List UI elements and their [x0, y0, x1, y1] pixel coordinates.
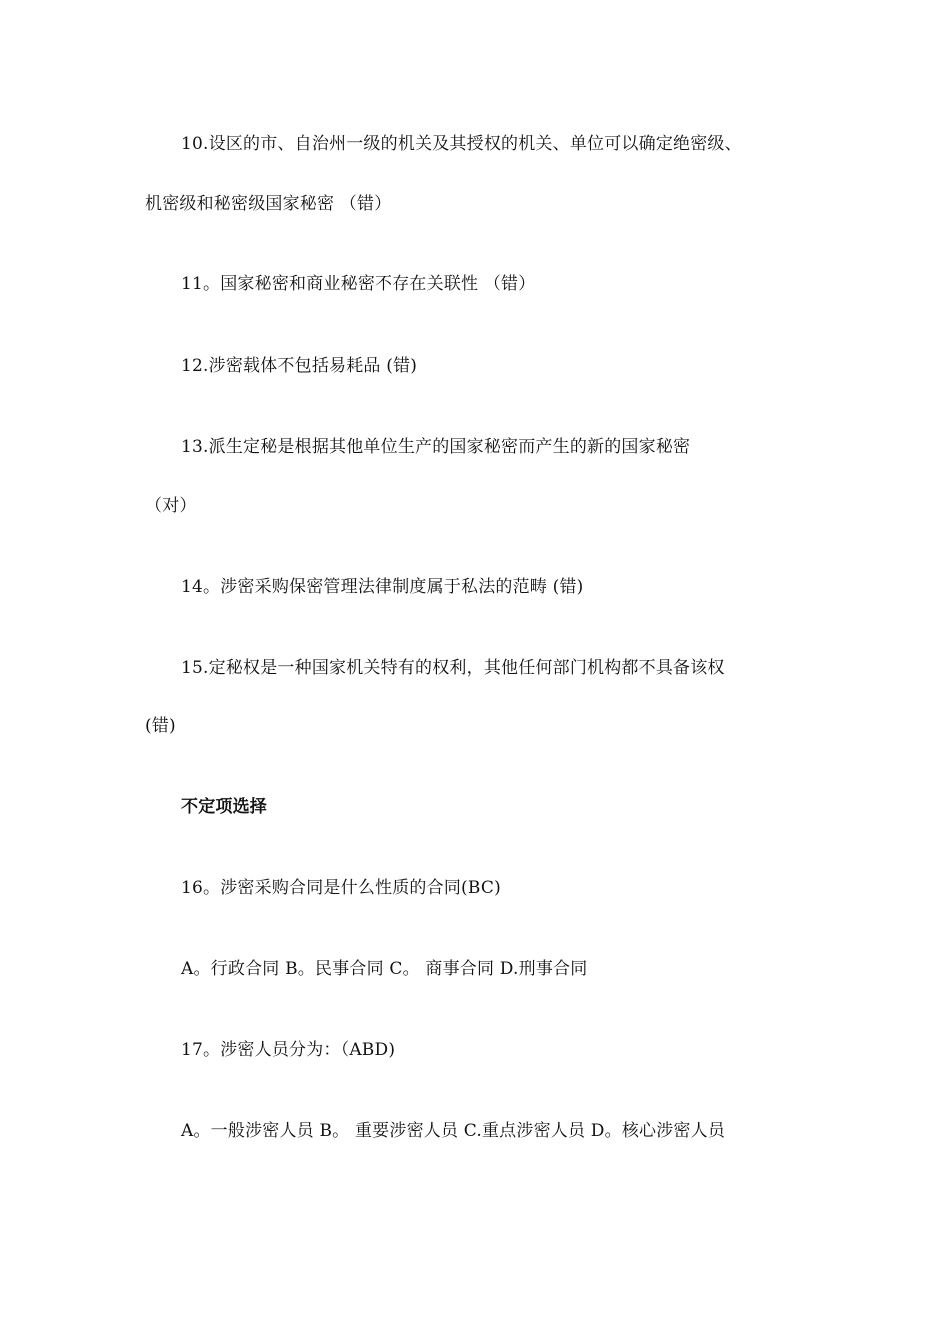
q16-line: 16。涉密采购合同是什么性质的合同(BC) [181, 878, 501, 898]
q12-line: 12.涉密载体不包括易耗品 (错) [181, 356, 418, 376]
q10-line-2: 机密级和秘密级国家秘密 （错） [145, 194, 392, 214]
q14-line: 14。涉密采购保密管理法律制度属于私法的范畴 (错) [181, 577, 584, 597]
q11-line: 11。国家秘密和商业秘密不存在关联性 （错） [181, 274, 536, 294]
q13-line-1: 13.派生定秘是根据其他单位生产的国家秘密而产生的新的国家秘密 [181, 437, 691, 457]
q16-options: A。行政合同 B。民事合同 C。 商事合同 D.刑事合同 [181, 959, 588, 979]
q10-line-1: 10.设区的市、自治州一级的机关及其授权的机关、单位可以确定绝密级、 [181, 134, 742, 154]
q15-line-2: (错) [145, 716, 176, 736]
q15-line-1: 15.定秘权是一种国家机关特有的权利，其他任何部门机构都不具备该权 [181, 658, 725, 678]
q17-options: A。一般涉密人员 B。 重要涉密人员 C.重点涉密人员 D。核心涉密人员 [181, 1121, 726, 1141]
section-heading: 不定项选择 [181, 797, 267, 817]
q17-line: 17。涉密人员分为：（ABD) [181, 1040, 396, 1060]
q13-line-2: （对） [145, 496, 197, 516]
